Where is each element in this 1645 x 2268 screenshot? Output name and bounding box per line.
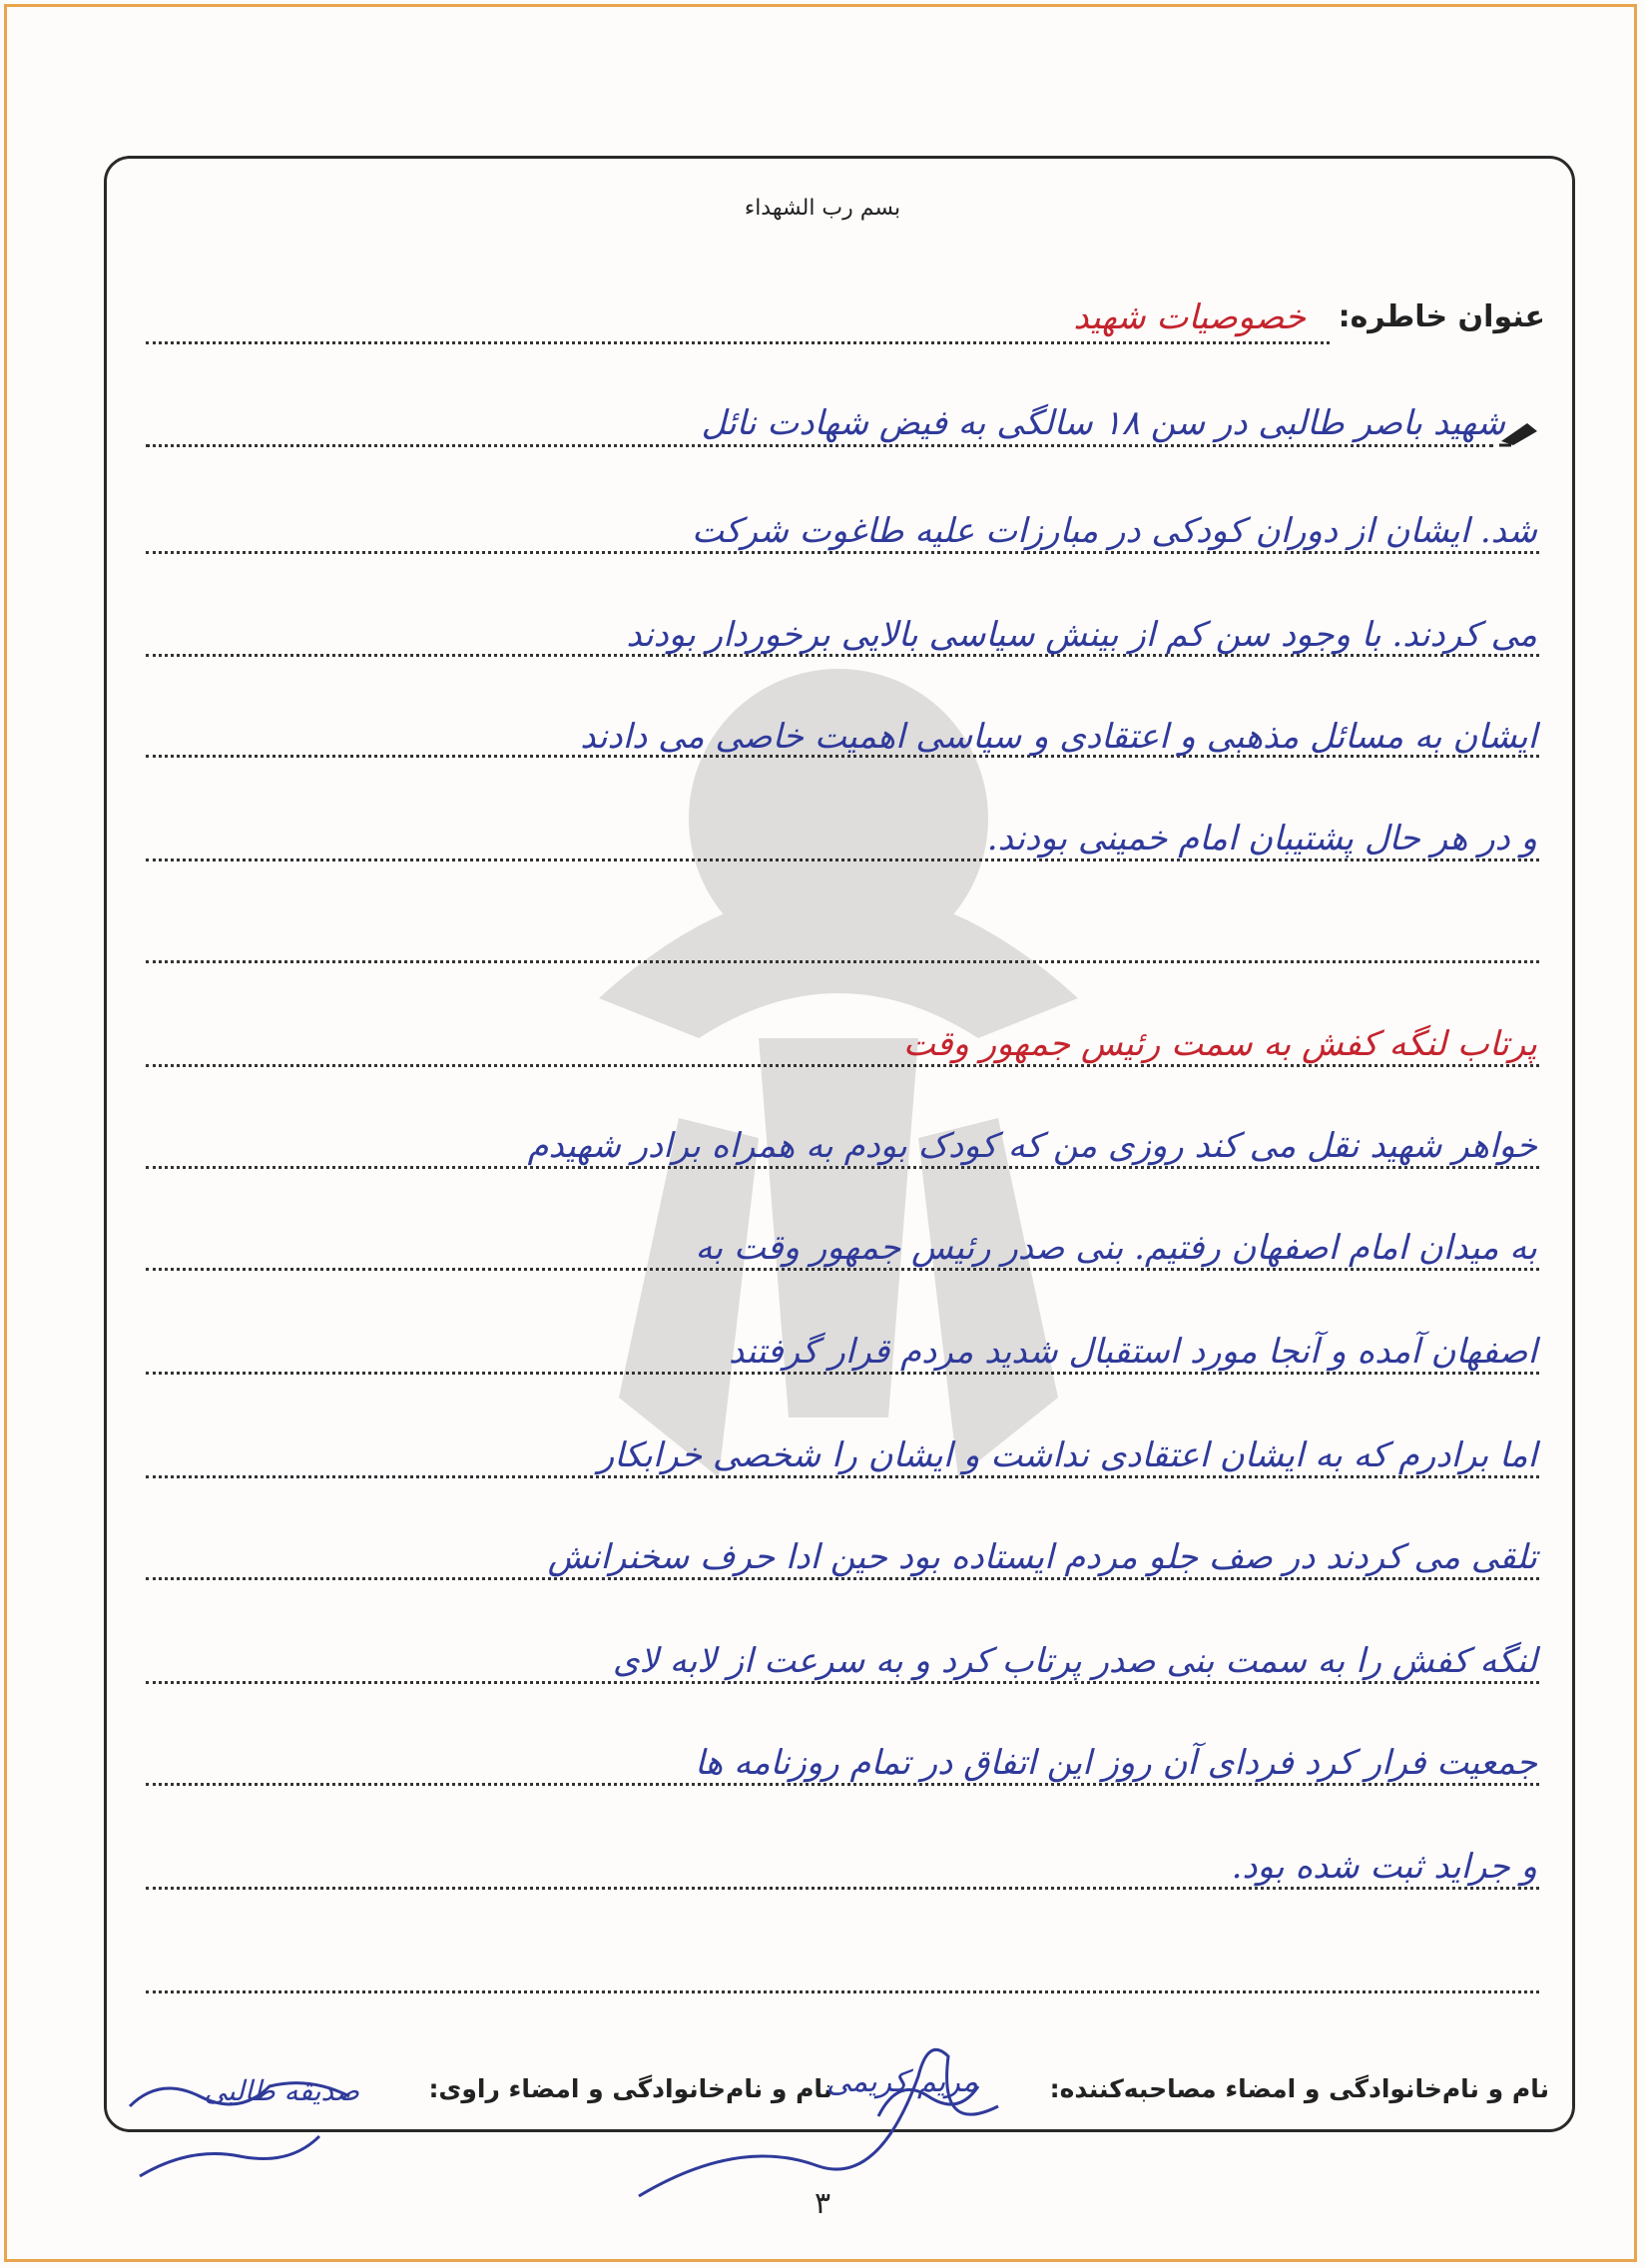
writing-line — [146, 858, 1539, 861]
interviewer-signature-text: مریم کریمی — [825, 2064, 978, 2099]
writing-line — [146, 551, 1539, 554]
handwritten-line: خواهر شهید نقل می کند روزی من که کودک بودم به همراه برادر شهیدم — [527, 1126, 1537, 1166]
header-title: بسم رب الشهداء — [744, 196, 901, 221]
writing-line — [146, 1887, 1539, 1890]
writing-line — [146, 1681, 1539, 1684]
writing-line — [146, 444, 1493, 447]
handwritten-line: و در هر حال پشتیبان امام خمینی بودند. — [986, 819, 1537, 858]
title-value: خصوصیات شهید — [1073, 297, 1306, 337]
writing-line — [146, 1268, 1539, 1271]
handwritten-line: تلقی می کردند در صف جلو مردم ایستاده بود حین ادا حرف سخنرانش — [547, 1537, 1537, 1577]
writing-line — [146, 1064, 1539, 1067]
handwritten-line: می کردند. با وجود سن کم از بینش سیاسی بالایی برخوردار بودند — [626, 615, 1537, 655]
writing-line — [146, 1990, 1539, 1993]
writing-line — [146, 1166, 1539, 1169]
handwritten-line: ایشان به مسائل مذهبی و اعتقادی و سیاسی اهمیت خاصی می دادند — [580, 717, 1537, 757]
subheading: پرتاب لنگه کفش به سمت رئیس جمهور وقت — [902, 1024, 1537, 1064]
handwritten-line: و جراید ثبت شده بود. — [1231, 1847, 1537, 1887]
interviewer-label: نام و نام‌خانوادگی و امضاء مصاحبه‌کننده: — [1049, 2074, 1549, 2103]
handwritten-line: به میدان امام اصفهان رفتیم. بنی صدر رئیس جمهور وقت به — [695, 1228, 1537, 1268]
handwritten-line: اصفهان آمده و آنجا مورد استقبال شدید مردم قرار گرفتند — [728, 1332, 1537, 1372]
narrator-label: نام و نام‌خانوادگی و امضاء راوی: — [428, 2074, 833, 2103]
memory-title-row — [1339, 299, 1545, 334]
writing-line — [146, 1475, 1539, 1478]
narrator-signature-text: صدیقه طالبی — [204, 2074, 359, 2107]
handwritten-line: لنگه کفش را به سمت بنی صدر پرتاب کرد و به سرعت از لابه لای — [612, 1641, 1537, 1681]
handwritten-line: شد. ایشان از دوران کودکی در مبارزات علیه طاغوت شرکت — [692, 511, 1537, 551]
title-label: عنوان خاطره: — [1338, 299, 1545, 334]
writing-line — [146, 960, 1539, 963]
writing-line — [146, 1577, 1539, 1580]
page-number: ۳ — [814, 2186, 831, 2221]
writing-line — [146, 1372, 1539, 1375]
handwritten-line: شهید باصر طالبی در سن ۱۸ سالگی به فیض شهادت نائل — [701, 403, 1505, 443]
title-dotted-line — [146, 341, 1330, 344]
handwritten-line: اما برادرم که به ایشان اعتقادی نداشت و ایشان را شخصی خرابکار — [597, 1435, 1537, 1475]
handwritten-line: جمعیت فرار کرد فردای آن روز این اتفاق در تمام روزنامه ها — [695, 1743, 1537, 1783]
writing-line — [146, 1783, 1539, 1786]
